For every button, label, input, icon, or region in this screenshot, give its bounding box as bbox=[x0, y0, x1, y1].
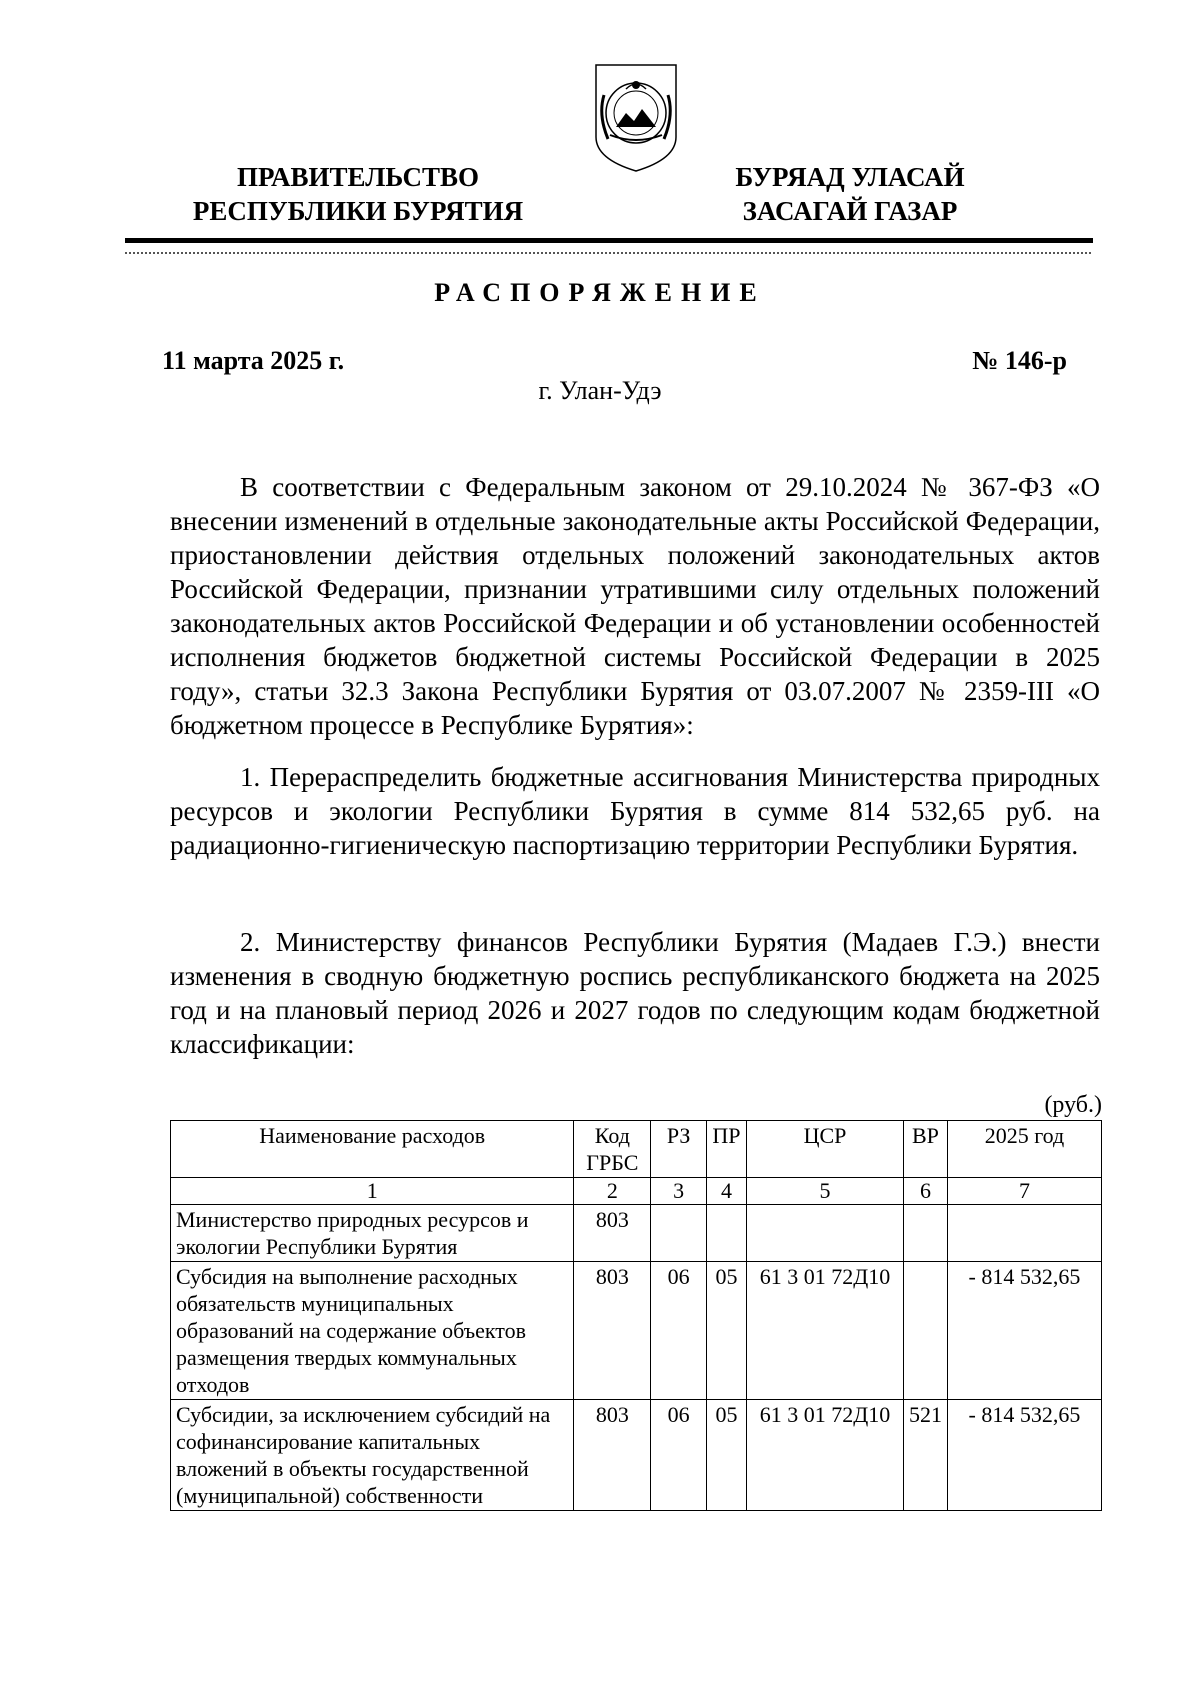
row-grbs: 803 bbox=[574, 1400, 651, 1511]
table-header-row bbox=[171, 1121, 1102, 1178]
table-row bbox=[171, 1262, 1102, 1400]
table-unit: (руб.) bbox=[1044, 1092, 1102, 1118]
header-pr: ПР bbox=[707, 1121, 747, 1178]
column-number: 4 bbox=[707, 1178, 747, 1205]
header-year: 2025 год bbox=[947, 1121, 1101, 1178]
item-2-paragraph: 2. Министерству финансов Республики Бурятия (Мадаев Г.Э.) внести изменения в сводную бюджетную роспись республиканского бюджета на 2025 год и на плановый период 2026 и 2027 годов по следующим кодам бюджетной классификации: bbox=[170, 927, 1100, 1059]
header-right-line2: ЗАСАГАЙ ГАЗАР bbox=[742, 196, 958, 226]
row-pr: 05 bbox=[707, 1400, 747, 1511]
row-rz: 06 bbox=[651, 1400, 707, 1511]
column-number: 2 bbox=[574, 1178, 651, 1205]
row-rz bbox=[651, 1205, 707, 1262]
document-date: 11 марта 2025 г. bbox=[162, 346, 345, 375]
header-right-line1: БУРЯАД УЛАСАЙ bbox=[735, 162, 965, 192]
column-number: 5 bbox=[746, 1178, 903, 1205]
row-vr bbox=[903, 1205, 947, 1262]
column-number: 1 bbox=[171, 1178, 574, 1205]
document-city: г. Улан-Удэ bbox=[538, 376, 662, 405]
column-number: 6 bbox=[903, 1178, 947, 1205]
row-name: Субсидия на выполнение расходных обязательств муниципальных образований на содержание объектов размещения твердых коммунальных отходов bbox=[171, 1262, 574, 1400]
row-csr: 61 3 01 72Д10 bbox=[746, 1262, 903, 1400]
row-csr bbox=[746, 1205, 903, 1262]
table-column-numbers-row bbox=[171, 1178, 1102, 1205]
table-row bbox=[171, 1400, 1102, 1511]
column-number: 7 bbox=[947, 1178, 1101, 1205]
header-left bbox=[148, 160, 568, 228]
row-name: Министерство природных ресурсов и экологии Республики Бурятия bbox=[171, 1205, 574, 1262]
column-number: 3 bbox=[651, 1178, 707, 1205]
row-pr bbox=[707, 1205, 747, 1262]
row-grbs: 803 bbox=[574, 1205, 651, 1262]
header-csr: ЦСР bbox=[746, 1121, 903, 1178]
row-vr bbox=[903, 1262, 947, 1400]
header-right bbox=[640, 160, 1060, 228]
document-title: РАСПОРЯЖЕНИЕ bbox=[434, 278, 766, 307]
header-left-line1: ПРАВИТЕЛЬСТВО bbox=[236, 162, 480, 192]
table-row bbox=[171, 1205, 1102, 1262]
header-vr: ВР bbox=[903, 1121, 947, 1178]
row-amount bbox=[947, 1205, 1101, 1262]
header-name: Наименование расходов bbox=[171, 1121, 574, 1178]
coat-of-arms-icon bbox=[590, 55, 682, 175]
item-1-paragraph: 1. Перераспределить бюджетные ассигнования Министерства природных ресурсов и экологии Республики Бурятия в сумме 814 532,65 руб. на радиационно-гигиеническую паспортизацию территории Республики Бурятия. bbox=[170, 762, 1100, 860]
header-rule-thick bbox=[125, 238, 1093, 243]
header-rz: РЗ bbox=[651, 1121, 707, 1178]
row-csr: 61 3 01 72Д10 bbox=[746, 1400, 903, 1511]
header-grbs: Код ГРБС bbox=[574, 1121, 651, 1178]
row-pr: 05 bbox=[707, 1262, 747, 1400]
row-rz: 06 bbox=[651, 1262, 707, 1400]
preamble-paragraph: В соответствии с Федеральным законом от 29.10.2024 № 367-ФЗ «О внесении изменений в отдельные законодательные акты Российской Федерации, приостановлении действия отдельных положений законодательных актов Российской Федерации, признании утратившими силу отдельных положений законодательных актов Российской Федерации и об установлении особенностей исполнения бюджетов бюджетной системы Российской Федерации в 2025 году», статьи 32.3 Закона Республики Бурятия от 03.07.2007 № 2359-III «О бюджетном процессе в Республике Бурятия»: bbox=[170, 472, 1100, 740]
row-grbs: 803 bbox=[574, 1262, 651, 1400]
document-number: № 146-р bbox=[972, 346, 1067, 375]
header-rule-thin bbox=[125, 252, 1093, 254]
row-amount: - 814 532,65 bbox=[947, 1400, 1101, 1511]
row-name: Субсидии, за исключением субсидий на софинансирование капитальных вложений в объекты государственной (муниципальной) собственности bbox=[171, 1400, 574, 1511]
row-amount: - 814 532,65 bbox=[947, 1262, 1101, 1400]
row-vr: 521 bbox=[903, 1400, 947, 1511]
header-left-line2: РЕСПУБЛИКИ БУРЯТИЯ bbox=[192, 196, 524, 226]
budget-table bbox=[170, 1120, 1102, 1511]
